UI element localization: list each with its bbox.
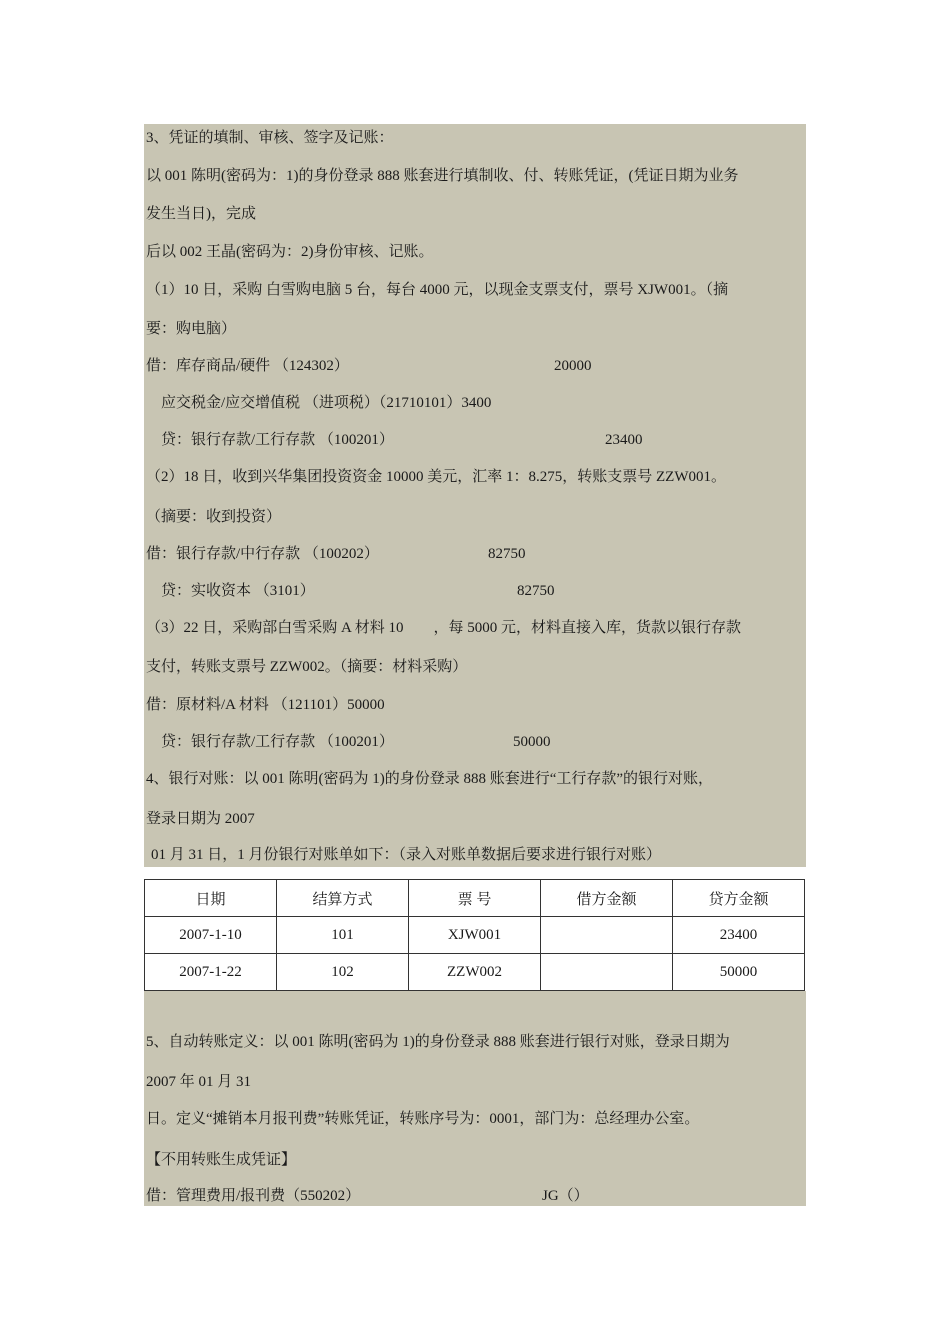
highlight-block-top — [144, 124, 806, 867]
section4-line2: 登录日期为 2007 — [146, 811, 255, 827]
section3-heading: 3、凭证的填制、审核、签字及记账： — [146, 130, 394, 146]
item2-credit-amount: 82750 — [517, 583, 555, 599]
item1-credit-amount: 23400 — [605, 432, 643, 448]
item1-description: （1）10 日，采购 白雪购电脑 5 台，每台 4000 元，以现金支票支付，票号 XJW001。（摘 — [146, 282, 729, 298]
section4-line1: 4、银行对账：以 001 陈明(密码为 1)的身份登录 888 账套进行“工行存款”的银行对账， — [146, 771, 714, 787]
header-debit-amount: 借方金额 — [541, 880, 673, 917]
item2-debit-label: 借：银行存款/中行存款 （100202） — [146, 546, 379, 562]
item2-summary: （摘要：收到投资） — [146, 509, 282, 525]
table-header-row — [145, 880, 805, 917]
bank-statement-table — [144, 879, 805, 991]
section4-line3: 01 月 31 日，1 月份银行对账单如下：（录入对账单数据后要求进行银行对账） — [151, 847, 662, 863]
section3-intro-line1: 以 001 陈明(密码为：1)的身份登录 888 账套进行填制收、付、转账凭证，(凭证日期为业务 — [146, 168, 739, 184]
item1-debit1-amount: 20000 — [554, 358, 592, 374]
item1-credit-label: 贷：银行存款/工行存款 （100201） — [161, 432, 394, 448]
item3-description: （3）22 日，采购部白雪采购 A 材料 10 ，每 5000 元，材料直接入库，货款以银行存款 — [146, 620, 742, 636]
cell-credit-amount: 23400 — [673, 917, 805, 954]
section5-debit-label: 借：管理费用/报刊费（550202） — [146, 1188, 361, 1204]
section3-intro-line2: 发生当日)，完成 — [146, 206, 256, 222]
item1-debit2-label: 应交税金/应交增值税 （进项税）（21710101）3400 — [161, 395, 492, 411]
item1-debit1-label: 借：库存商品/硬件 （124302） — [146, 358, 349, 374]
item2-credit-label: 贷：实收资本 （3101） — [161, 583, 315, 599]
cell-debit-amount — [541, 954, 673, 991]
highlight-block-bottom — [144, 991, 806, 1206]
cell-ticket-number: XJW001 — [409, 917, 541, 954]
item1-summary: 要：购电脑） — [146, 321, 237, 337]
section5-line2: 2007 年 01 月 31 — [146, 1074, 252, 1090]
item2-debit-amount: 82750 — [488, 546, 526, 562]
section3-intro-line3: 后以 002 王晶(密码为：2)身份审核、记账。 — [146, 244, 434, 260]
table-row — [145, 917, 805, 954]
section5-line3: 日。定义“摊销本月报刊费”转账凭证，转账序号为：0001，部门为：总经理办公室。 — [146, 1111, 700, 1127]
header-settlement-method: 结算方式 — [277, 880, 409, 917]
header-date: 日期 — [145, 880, 277, 917]
item3-debit-label: 借：原材料/A 材料 （121101）50000 — [146, 697, 385, 713]
cell-debit-amount — [541, 917, 673, 954]
section5-line4: 【不用转账生成凭证】 — [146, 1152, 297, 1168]
table-row — [145, 954, 805, 991]
cell-date: 2007-1-22 — [145, 954, 277, 991]
section5-line1: 5、自动转账定义：以 001 陈明(密码为 1)的身份登录 888 账套进行银行对账，登录日期为 — [146, 1034, 730, 1050]
cell-credit-amount: 50000 — [673, 954, 805, 991]
cell-settlement-method: 101 — [277, 917, 409, 954]
item3-credit-label: 贷：银行存款/工行存款 （100201） — [161, 734, 394, 750]
section5-debit-formula: JG（） — [542, 1188, 589, 1204]
item3-summary: 支付，转账支票号 ZZW002。（摘要：材料采购） — [146, 659, 468, 675]
item2-description: （2）18 日，收到兴华集团投资资金 10000 美元，汇率 1：8.275，转账支票号 ZZW001。 — [146, 469, 726, 485]
item3-credit-amount: 50000 — [513, 734, 551, 750]
cell-ticket-number: ZZW002 — [409, 954, 541, 991]
header-ticket-number: 票 号 — [409, 880, 541, 917]
cell-settlement-method: 102 — [277, 954, 409, 991]
header-credit-amount: 贷方金额 — [673, 880, 805, 917]
cell-date: 2007-1-10 — [145, 917, 277, 954]
